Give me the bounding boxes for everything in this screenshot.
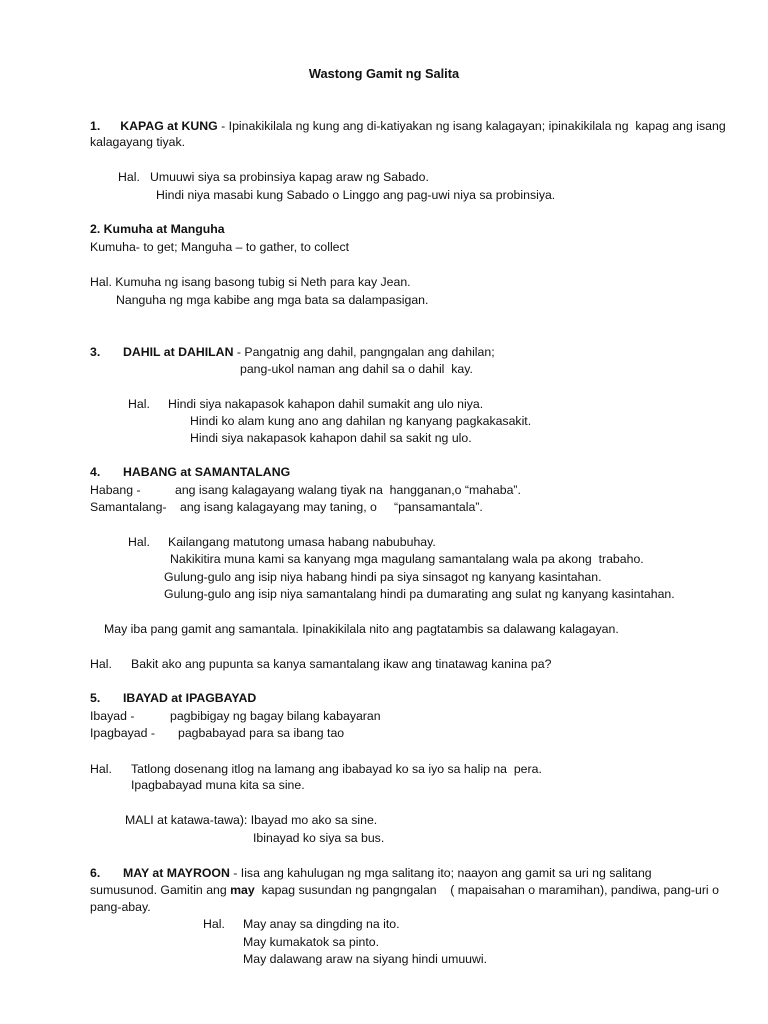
- section-6-line-1: [90, 865, 100, 881]
- section-5-hal-label: Hal.: [90, 762, 112, 776]
- section-4-hal-label-2: Hal.: [90, 657, 112, 671]
- section-5-example-1: Tatlong dosenang itlog na lamang ang ibabayad ko sa iyo sa halip na pera.: [131, 762, 542, 776]
- section-2-definition: Kumuha- to get; Manguha – to gather, to collect: [90, 240, 350, 254]
- section-3-number: 3.: [90, 345, 101, 359]
- section-5-mali-example-2: Ibinayad ko siya sa bus.: [253, 831, 385, 845]
- section-5-heading: IBAYAD at IPAGBAYAD: [123, 691, 257, 705]
- section-4-note: May iba pang gamit ang samantala. Ipinakikilala nito ang pagtatambis sa dalawang kalagayan.: [104, 622, 619, 636]
- section-4-definition-2: ang isang kalagayang may taning, o “pansamantala”.: [180, 500, 483, 514]
- section-2-heading: 2. Kumuha at Manguha: [90, 222, 225, 236]
- section-6-text-2c: kapag susundan ng pangngalan ( mapaisahan o maramihan), pandiwa, pang-uri o: [254, 883, 719, 897]
- section-4-heading: HABANG at SAMANTALANG: [123, 465, 291, 479]
- section-6-example-2: May kumakatok sa pinto.: [243, 935, 380, 949]
- section-6-heading-line: [123, 865, 652, 881]
- section-1-line-1: [90, 118, 726, 134]
- section-1-example-2: Hindi niya masabi kung Sabado o Linggo ang pag-uwi niya sa probinsiya.: [156, 188, 556, 202]
- section-4-example-3: Gulung-gulo ang isip niya habang hindi pa siya sinsagot ng kanyang kasintahan.: [164, 570, 602, 584]
- section-5-definition-1: pagbibigay ng bagay bilang kabayaran: [170, 709, 381, 723]
- section-6-hal-label: Hal.: [203, 917, 225, 931]
- section-4-example-1: Kailangang matutong umasa habang nabubuhay.: [168, 535, 436, 549]
- section-3-heading: DAHIL at DAHILAN: [123, 345, 234, 359]
- section-1-number: 1.: [90, 119, 101, 133]
- section-3-text: - Pangatnig ang dahil, pangngalan ang dahilan;: [233, 345, 495, 359]
- section-3-example-1: Hindi siya nakapasok kahapon dahil sumakit ang ulo niya.: [168, 397, 484, 411]
- section-2-example-2: Nanguha ng mga kabibe ang mga bata sa dalampasigan.: [116, 293, 429, 307]
- section-1-text-cont: kalagayang tiyak.: [90, 135, 186, 149]
- section-5-term-1: Ibayad -: [90, 709, 135, 723]
- section-6-heading: MAY at MAYROON: [123, 866, 230, 880]
- section-4-hal-label: Hal.: [128, 535, 150, 549]
- section-1-example-1: Umuuwi siya sa probinsiya kapag araw ng Sabado.: [150, 170, 429, 184]
- section-4-example-5: Bakit ako ang pupunta sa kanya samantalang ikaw ang tinatawag kanina pa?: [131, 657, 552, 671]
- section-6-text-2a: sumusunod. Gamitin ang: [90, 883, 231, 897]
- section-3-text-cont: pang-ukol naman ang dahil sa o dahil kay.: [240, 362, 473, 376]
- section-5-definition-2: pagbabayad para sa ibang tao: [178, 726, 345, 740]
- section-5-term-2: Ipagbayad -: [90, 726, 155, 740]
- section-1-hal-label: Hal.: [118, 170, 140, 184]
- section-1-heading: KAPAG at KUNG: [120, 119, 218, 133]
- section-6-number: 6.: [90, 866, 101, 880]
- section-5-example-2: Ipagbabayad muna kita sa sine.: [131, 778, 305, 792]
- section-3-hal-label: Hal.: [128, 397, 150, 411]
- page-title: Wastong Gamit ng Salita: [308, 66, 460, 81]
- section-3-example-2: Hindi ko alam kung ano ang dahilan ng kanyang pagkakasakit.: [190, 414, 532, 428]
- section-4-example-4: Gulung-gulo ang isip niya samantalang hindi pa dumarating ang sulat ng kanyang kasintahan.: [164, 587, 675, 601]
- section-3-example-3: Hindi siya nakapasok kahapon dahil sa sakit ng ulo.: [190, 431, 472, 445]
- section-4-number: 4.: [90, 465, 101, 479]
- section-4-example-2: Nakikitira muna kami sa kanyang mga magulang samantalang wala pa akong trabaho.: [170, 552, 644, 566]
- section-5-mali-example: MALI at katawa-tawa): Ibayad mo ako sa sine.: [125, 813, 378, 827]
- section-6-example-3: May dalawang araw na siyang hindi umuuwi.: [243, 952, 488, 966]
- section-3-line-1: [90, 344, 100, 360]
- section-4-term-2: Samantalang-: [90, 500, 167, 514]
- section-6-text-cont-2: pang-abay.: [90, 900, 151, 914]
- section-4-term-1: Habang -: [90, 483, 141, 497]
- section-1-text: - Ipinakikilala ng kung ang di-katiyakan ng isang kalagayan; ipinakikilala ng kapag ang isang: [217, 119, 726, 133]
- section-6-text-cont: [90, 882, 719, 898]
- section-6-text-2b: may: [230, 883, 255, 897]
- section-3-heading-line: [123, 344, 495, 360]
- section-6-text: - Iisa ang kahulugan ng mga salitang ito; naayon ang gamit sa uri ng salitang: [229, 866, 652, 880]
- section-4-definition-1: ang isang kalagayang walang tiyak na hangganan,o “mahaba”.: [175, 483, 521, 497]
- section-5-number: 5.: [90, 691, 101, 705]
- section-2-example-1: Hal. Kumuha ng isang basong tubig si Neth para kay Jean.: [90, 275, 411, 289]
- section-6-example-1: May anay sa dingding na ito.: [243, 917, 400, 931]
